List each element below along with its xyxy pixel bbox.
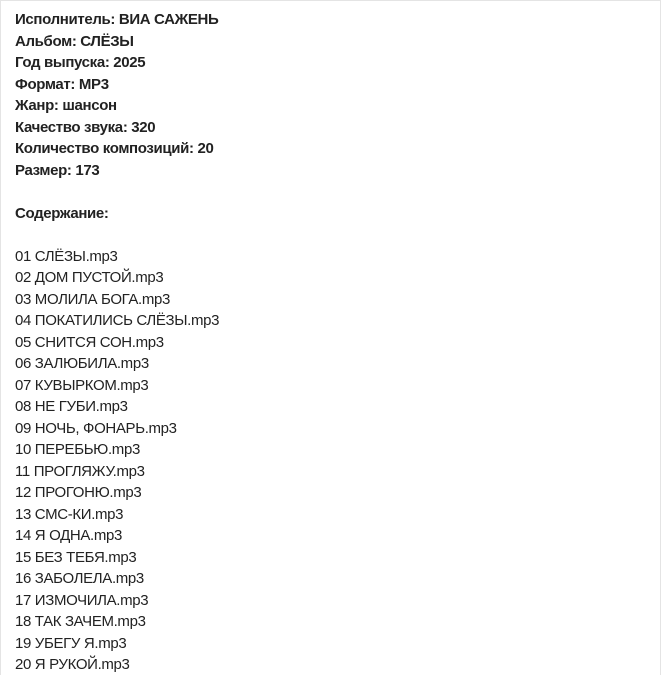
track-item: 08 НЕ ГУБИ.mp3 xyxy=(15,398,128,415)
track-item: 12 ПРОГОНЮ.mp3 xyxy=(15,484,142,501)
info-line: Исполнитель: ВИА САЖЕНЬ xyxy=(15,11,219,28)
info-value: MP3 xyxy=(78,75,109,93)
track-item: 13 СМС-КИ.mp3 xyxy=(15,505,124,523)
track-item: 05 СНИТСЯ СОН.mp3 xyxy=(15,333,164,351)
track-item: 17 ИЗМОЧИЛА.mp3 xyxy=(15,591,149,609)
track-item: 20 Я РУКОЙ.mp3 xyxy=(15,656,130,673)
track-item: 10 ПЕРЕБЬЮ.mp3 xyxy=(15,441,140,458)
track-item: 14 Я ОДНА.mp3 xyxy=(15,527,122,544)
track-item: 09 НОЧЬ, ФОНАРЬ.mp3 xyxy=(15,419,177,437)
info-line: Жанр: шансон xyxy=(15,97,117,114)
track-item: 01 СЛЁЗЫ.mp3 xyxy=(15,247,118,265)
info-value: СЛЁЗЫ xyxy=(80,32,134,50)
spacer xyxy=(15,224,645,246)
info-label: Год выпуска xyxy=(15,54,105,71)
track-item: 18 ТАК ЗАЧЕМ.mp3 xyxy=(15,613,146,630)
track-item: 04 ПОКАТИЛИСЬ СЛЁЗЫ.mp3 xyxy=(15,312,220,329)
spacer xyxy=(15,181,645,203)
info-value: 320 xyxy=(131,118,156,136)
track-item: 03 МОЛИЛА БОГА.mp3 xyxy=(15,290,171,308)
info-label: Размер xyxy=(15,161,67,179)
info-label: Альбом xyxy=(15,32,72,50)
info-value: 173 xyxy=(75,161,100,179)
info-line: Количество композиций: 20 xyxy=(15,140,214,157)
info-label: Качество звука xyxy=(15,118,123,136)
info-value: 20 xyxy=(197,140,214,157)
info-value: 2025 xyxy=(113,54,146,71)
track-item: 11 ПРОГЛЯЖУ.mp3 xyxy=(15,462,145,480)
track-item: 07 КУВЫРКОМ.mp3 xyxy=(15,376,149,394)
info-label: Жанр xyxy=(15,97,54,114)
track-item: 02 ДОМ ПУСТОЙ.mp3 xyxy=(15,269,164,286)
track-item: 06 ЗАЛЮБИЛА.mp3 xyxy=(15,355,149,372)
contents-heading: Содержание: xyxy=(15,204,109,222)
info-value: шансон xyxy=(62,97,117,114)
info-label: Формат xyxy=(15,75,71,93)
release-info xyxy=(15,9,645,181)
info-line: Размер: 173 xyxy=(15,161,100,179)
info-line: Альбом: СЛЁЗЫ xyxy=(15,32,134,50)
info-line: Формат: MP3 xyxy=(15,75,109,93)
track-item: 15 БЕЗ ТЕБЯ.mp3 xyxy=(15,548,137,566)
track-item: 19 УБЕГУ Я.mp3 xyxy=(15,634,127,652)
release-description xyxy=(15,9,645,676)
info-line: Качество звука: 320 xyxy=(15,118,156,136)
track-item: 16 ЗАБОЛЕЛА.mp3 xyxy=(15,570,144,587)
info-value: ВИА САЖЕНЬ xyxy=(118,11,219,28)
track-list xyxy=(15,246,645,676)
info-line: Год выпуска: 2025 xyxy=(15,54,146,71)
info-label: Исполнитель xyxy=(15,11,111,28)
info-label: Количество композиций xyxy=(15,140,189,157)
